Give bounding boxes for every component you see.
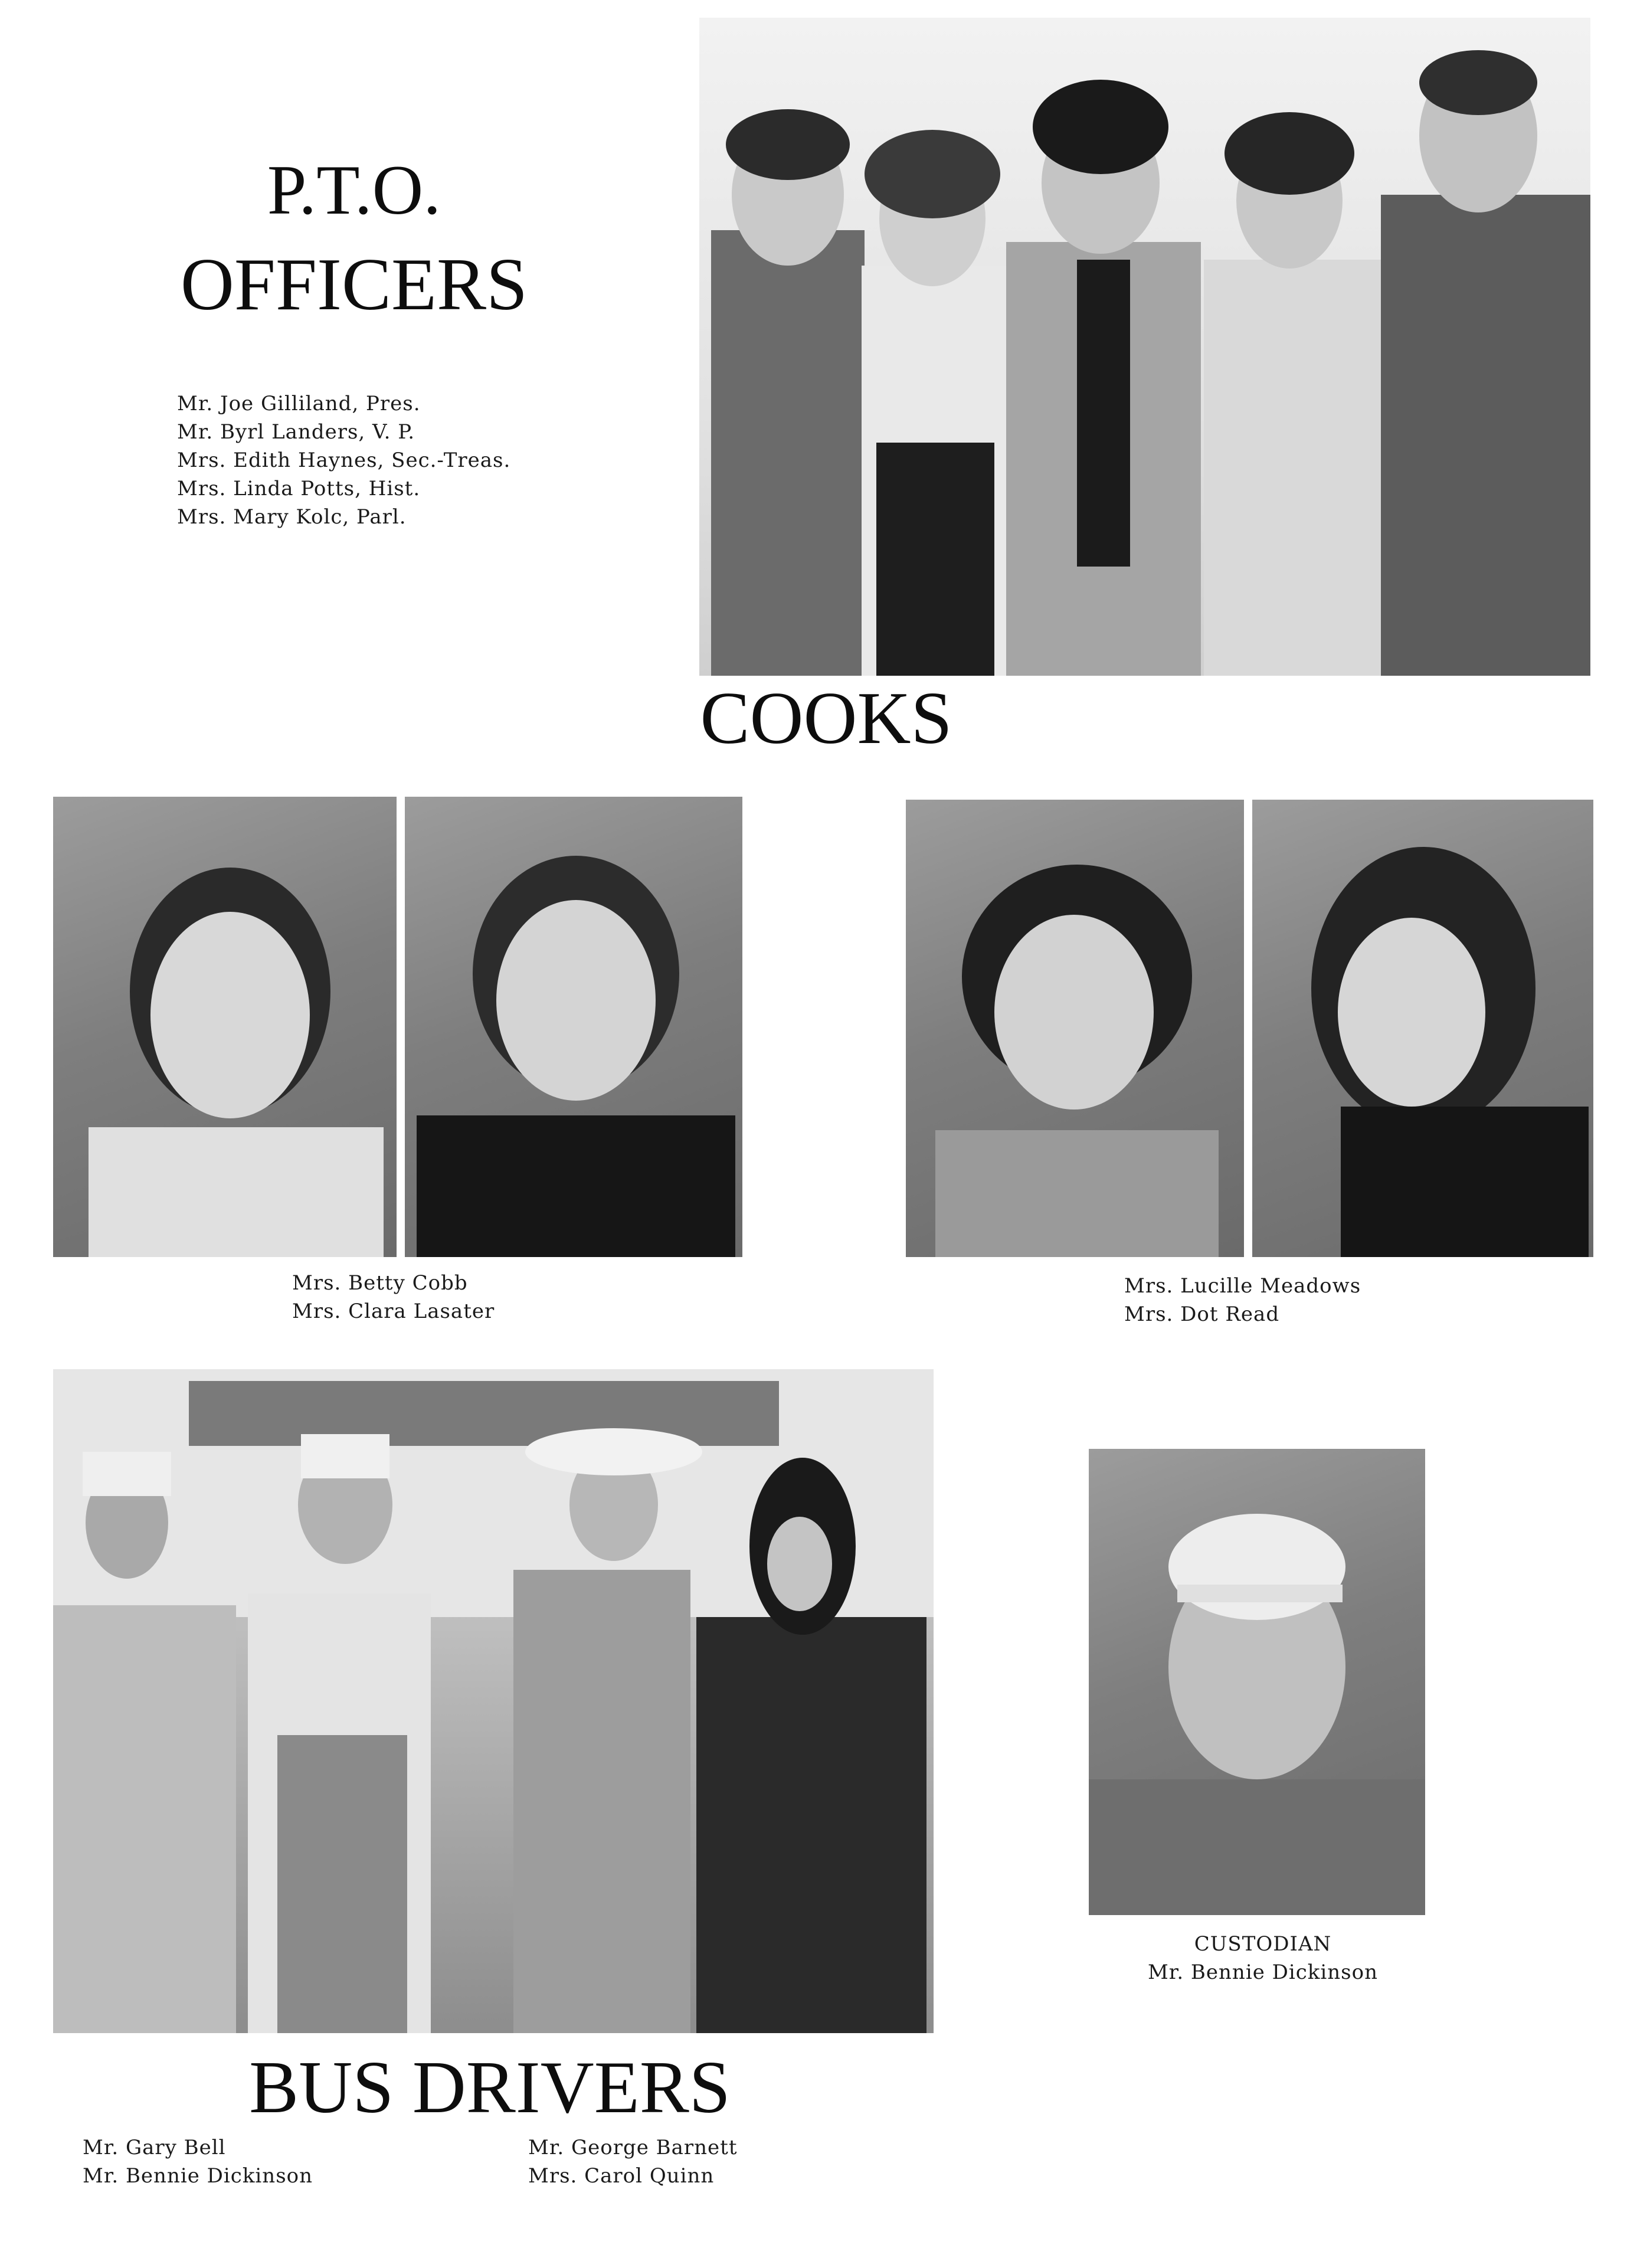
cook-name: Mrs. Lucille Meadows xyxy=(1124,1274,1361,1298)
pto-officer: Mrs. Edith Haynes, Sec.-Treas. xyxy=(177,449,511,472)
bus-driver-name: Mr. Gary Bell xyxy=(83,2136,226,2159)
pto-officers-group-photo xyxy=(699,18,1590,676)
custodian-portrait-photo xyxy=(1089,1449,1425,1915)
cooks-right-captions xyxy=(1124,1272,1361,1328)
bus-drivers-left-captions xyxy=(83,2133,313,2190)
custodian-caption xyxy=(1089,1930,1437,1986)
pto-title-line2: OFFICERS xyxy=(180,244,528,326)
bus-drivers-group-photo xyxy=(53,1369,934,2033)
pto-officer-list xyxy=(177,390,510,531)
pto-officer: Mr. Byrl Landers, V. P. xyxy=(177,420,415,444)
custodian-label: CUSTODIAN xyxy=(1194,1932,1332,1956)
bus-driver-name: Mr. George Barnett xyxy=(528,2136,738,2159)
bus-driver-name: Mr. Bennie Dickinson xyxy=(83,2164,313,2188)
cooks-title: COOKS xyxy=(700,678,952,760)
cook-portrait-photo xyxy=(53,797,397,1257)
pto-officer: Mr. Joe Gilliland, Pres. xyxy=(177,392,421,415)
cook-portrait-photo xyxy=(906,800,1244,1257)
bus-driver-name: Mrs. Carol Quinn xyxy=(528,2164,715,2188)
cook-portrait-photo xyxy=(1252,800,1593,1257)
cook-name: Mrs. Dot Read xyxy=(1124,1302,1280,1326)
cook-portrait-photo xyxy=(405,797,742,1257)
bus-drivers-title: BUS DRIVERS xyxy=(249,2047,731,2129)
custodian-name: Mr. Bennie Dickinson xyxy=(1147,1961,1378,1984)
pto-officer: Mrs. Mary Kolc, Parl. xyxy=(177,505,407,529)
cook-name: Mrs. Clara Lasater xyxy=(292,1300,495,1323)
cook-name: Mrs. Betty Cobb xyxy=(292,1271,468,1295)
bus-drivers-right-captions xyxy=(528,2133,738,2190)
pto-officer: Mrs. Linda Potts, Hist. xyxy=(177,477,421,500)
pto-title-line1: P.T.O. xyxy=(267,150,441,229)
cooks-left-captions xyxy=(292,1269,495,1326)
